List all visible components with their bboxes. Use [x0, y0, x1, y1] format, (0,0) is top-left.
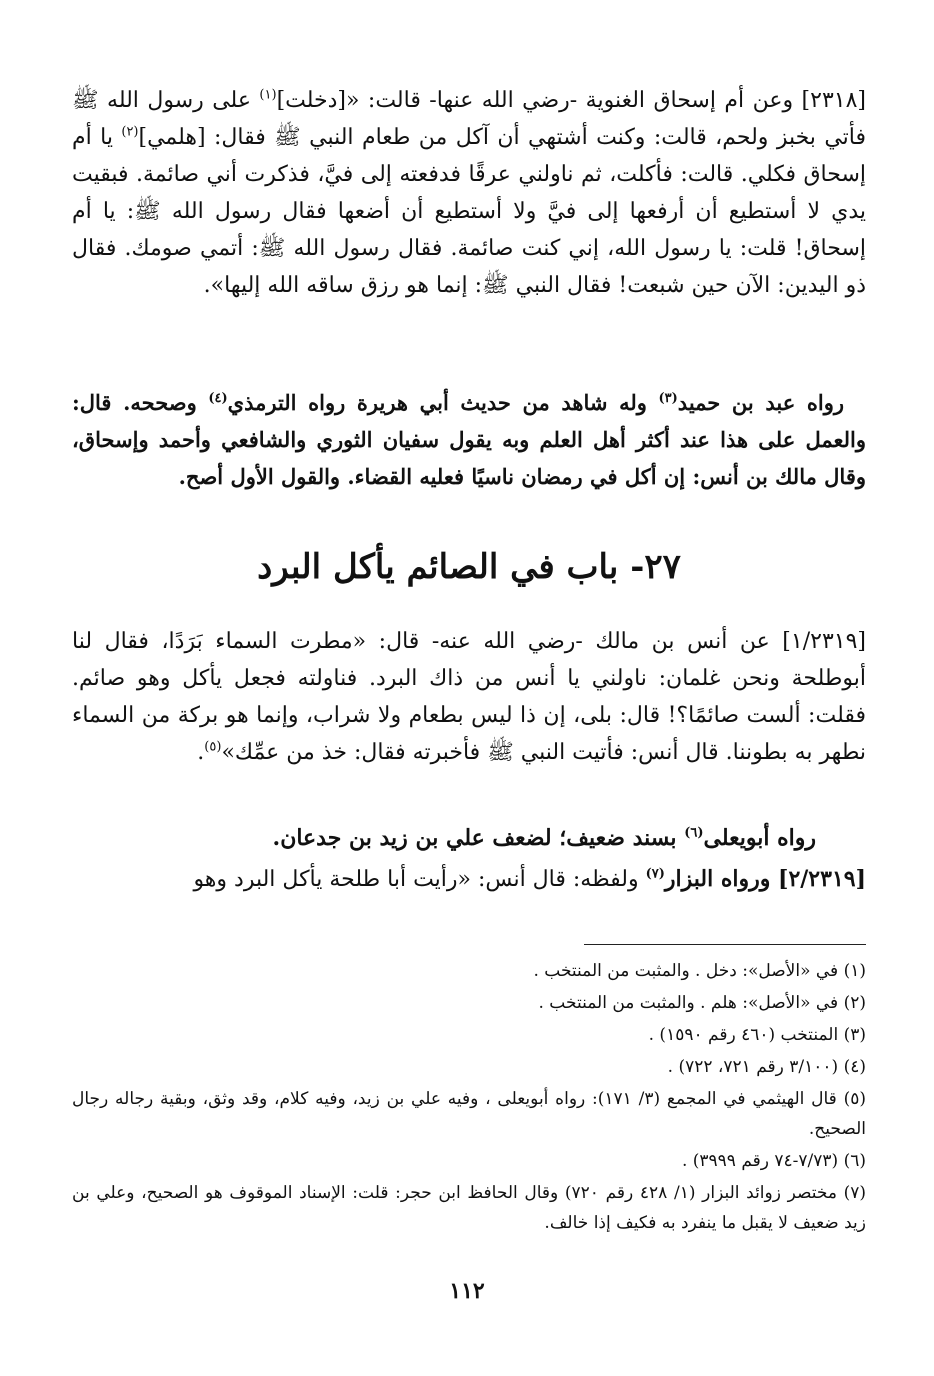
hadith-text: . — [197, 740, 205, 765]
footnote-1: (١) في «الأصل»: دخل . والمثبت من المنتخب . — [533, 961, 866, 981]
footnote-separator — [584, 944, 866, 945]
narration-note — [72, 819, 866, 857]
hadith-2318 — [72, 82, 866, 374]
footnote-ref-3[interactable]: (٣) — [658, 391, 678, 406]
footnote-ref-4[interactable]: (٤) — [208, 391, 228, 406]
footnotes — [72, 956, 866, 1240]
hadith-2319-1 — [72, 623, 866, 813]
commentary-lead: رواه عبد بن حميد — [677, 390, 844, 415]
hadith-text: [١/٢٣١٩] عن أنس بن مالك -رضي الله عنه- قال: «مطرت السماء بَرَدًا، فقال لنا أبوطلحة ونحن غلمان: ناولني يا أنس من ذاك البرد. فناولته فجعل يأكل وهو صائم. فقلت: ألست صائمًا؟! قال: بلى، إن ذا ليس بطعام ولا شراب، وإنما هو بركة من السماء نطهر به بطوننا. قال أنس: فأتيت النبي ﷺ فأخبرته فقال: خذ من عمِّك» — [72, 629, 866, 765]
footnote-5: (٥) قال الهيثمي في المجمع (٣/ ١٧١): رواه أبويعلى ، وفيه علي بن زيد، وفيه كلام، وقد وثق، وبقية رجاله رجال الصحيح. — [72, 1089, 866, 1139]
footnote-3: (٣) المنتخب (٤٦٠ رقم ١٥٩٠) . — [648, 1025, 866, 1045]
commentary-text: وصححه. قال: والعمل على هذا عند أكثر أهل العلم وبه يقول سفيان الثوري والشافعي وأحمد وإسحاق، وقال مالك بن أنس: إن أكل في رمضان ناسيًا فعليه القضاء. والقول الأول أصح. — [72, 390, 866, 489]
footnote-7: (٧) مختصر زوائد البزار (١/ ٤٢٨ رقم ٧٢٠) وقال الحافظ ابن حجر: قلت: الإسناد الموقوف هو الصحيح، وعلي بن زيد ضعيف لا يقبل ما ينفرد به فكيف إذا خالف. — [72, 1183, 866, 1233]
footnote-6: (٦) (٧/٧٣-٧٤ رقم ٣٩٩٩) . — [681, 1151, 866, 1171]
footnote-4: (٤) (٣/١٠٠ رقم ٧٢١، ٧٢٢) . — [667, 1057, 866, 1077]
narration-lead: رواه أبويعلى — [703, 825, 816, 851]
page-number: ١١٢ — [449, 1278, 485, 1304]
footnote-ref-5[interactable]: (٥) — [204, 739, 222, 755]
commentary-2318 — [72, 384, 866, 495]
commentary-text: وله شاهد من حديث أبي هريرة رواه الترمذي — [227, 390, 659, 415]
footnote-ref-6[interactable]: (٦) — [684, 825, 704, 841]
hadith-text: [٢٣١٨] وعن أم إسحاق الغنوية -رضي الله عنها- قالت: «[دخلت] — [276, 88, 866, 113]
footnote-ref-2[interactable]: (٢) — [121, 124, 139, 140]
footnote-2: (٢) في «الأصل»: هلم . والمثبت من المنتخب . — [538, 993, 866, 1013]
hadith-text: على رسول الله ﷺ فأتي بخبز ولحم، قالت: وكنت أشتهي أن آكل من طعام النبي ﷺ فقال: [هلمي] — [72, 88, 866, 150]
footnote-ref-7[interactable]: (٧) — [645, 866, 665, 882]
hadith-2319-2 — [72, 861, 866, 898]
page-body — [72, 82, 866, 898]
hadith-text: يا أم إسحاق فكلي. قالت: فأكلت، ثم ناولني عرقًا فدفعته إلى فيَّ، فذكرت أني صائمة. فبقيت يدي لا أستطيع أن أرفعها إلى فيَّ ولا أستطيع أن أضعها فقال رسول الله ﷺ: يا أم إسحاق! قلت: يا رسول الله، إني كنت صائمة. فقال رسول الله ﷺ: أتمي صومك. فقال ذو اليدين: الآن حين شبعت! فقال النبي ﷺ: إنما هو رزق ساقه الله إليها». — [72, 125, 866, 298]
chapter-title: ٢٧- باب في الصائم يأكل البرد — [257, 547, 681, 587]
hadith-lead: [٢/٢٣١٩] ورواه البزار — [664, 866, 866, 892]
hadith-text: ولفظه: قال أنس: «رأيت أبا طلحة يأكل البرد وهو — [193, 867, 646, 892]
footnote-ref-1[interactable]: (١) — [259, 87, 277, 103]
narration-text: بسند ضعيف؛ لضعف علي بن زيد بن جدعان. — [272, 825, 685, 851]
